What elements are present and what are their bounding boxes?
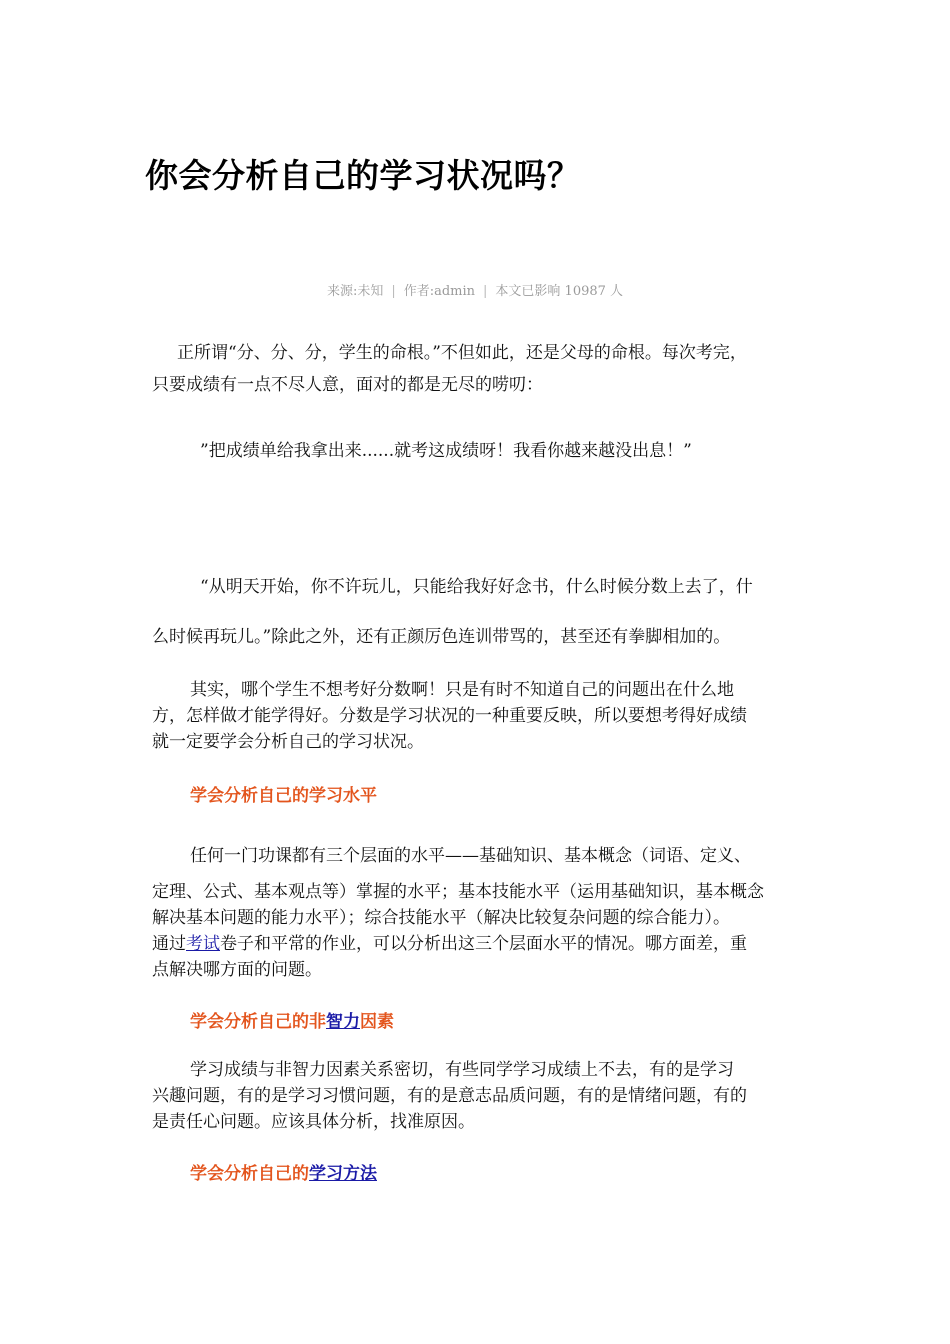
paragraph-reflection xyxy=(152,677,802,755)
paragraph-line: 就一定要学会分析自己的学习状况。 xyxy=(152,732,424,752)
paragraph-line: 么时候再玩儿。”除此之外，还有正颜厉色连训带骂的，甚至还有拳脚相加的。 xyxy=(152,627,731,647)
meta-views: 本文已影响 10987 人 xyxy=(495,284,624,299)
paragraph-line xyxy=(152,931,802,957)
paragraph-line: 是责任心问题。应该具体分析，找准原因。 xyxy=(152,1112,475,1132)
paragraph-line: 兴趣问题，有的是学习习惯问题，有的是意志品质问题，有的是情绪问题，有的 xyxy=(152,1086,747,1106)
paragraph-line: “从明天开始，你不许玩儿，只能给我好好念书，什么时候分数上去了，什 xyxy=(200,577,753,597)
paragraph-line: 定理、公式、基本观点等）掌握的水平；基本技能水平（运用基础知识，基本概念 xyxy=(152,882,764,902)
paragraph-line: 学习成绩与非智力因素关系密切，有些同学学习成绩上不去，有的是学习 xyxy=(190,1060,734,1080)
section-heading-level: 学会分析自己的学习水平 xyxy=(190,786,377,806)
paragraph-line: 点解决哪方面的问题。 xyxy=(152,960,322,980)
heading-fragment: 因素 xyxy=(360,1012,394,1032)
paragraph-intro xyxy=(152,337,802,401)
meta-author: 作者:admin xyxy=(403,284,476,299)
intelligence-link[interactable]: 智力 xyxy=(326,1012,360,1032)
page-title: 你会分析自己的学习状况吗？ xyxy=(145,156,581,195)
paragraph-line: 其实，哪个学生不想考好分数啊！只是有时不知道自己的问题出在什么地 xyxy=(190,680,734,700)
paragraph-line: 任何一门功课都有三个层面的水平——基础知识、基本概念（词语、定义、 xyxy=(190,846,751,866)
meta-separator: | xyxy=(483,284,488,299)
text-fragment: 通过 xyxy=(152,934,186,954)
heading-fragment: 学会分析自己的非 xyxy=(190,1012,326,1032)
paragraph-line: 只要成绩有一点不尽人意，面对的都是无尽的唠叨： xyxy=(152,375,543,395)
paragraph-line: 解决基本问题的能力水平）；综合技能水平（解决比较复杂问题的综合能力）。 xyxy=(152,908,730,928)
section-heading-method xyxy=(190,1159,377,1184)
heading-fragment: 学会分析自己的 xyxy=(190,1164,309,1184)
paragraph-line: 方，怎样做才能学得好。分数是学习状况的一种重要反映，所以要想考得好成绩 xyxy=(152,706,747,726)
paragraph-quote-1 xyxy=(152,437,802,465)
paragraph-quote-2 xyxy=(152,562,802,662)
article-meta xyxy=(0,280,950,299)
text-fragment: 卷子和平常的作业，可以分析出这三个层面水平的情况。哪方面差，重 xyxy=(220,934,747,954)
exam-link[interactable]: 考试 xyxy=(186,934,220,954)
paragraph-line: 正所谓“分、分、分，学生的命根。”不但如此，还是父母的命根。每次考完， xyxy=(177,343,747,363)
meta-separator: | xyxy=(391,284,396,299)
meta-source: 来源:未知 xyxy=(326,284,384,299)
paragraph-line: ”把成绩单给我拿出来......就考这成绩呀！我看你越来越没出息！” xyxy=(200,441,692,461)
section-heading-nonintellectual xyxy=(190,1007,394,1032)
paragraph-level xyxy=(152,843,802,983)
study-method-link[interactable]: 学习方法 xyxy=(309,1164,377,1184)
paragraph-nonintellectual xyxy=(152,1057,802,1135)
